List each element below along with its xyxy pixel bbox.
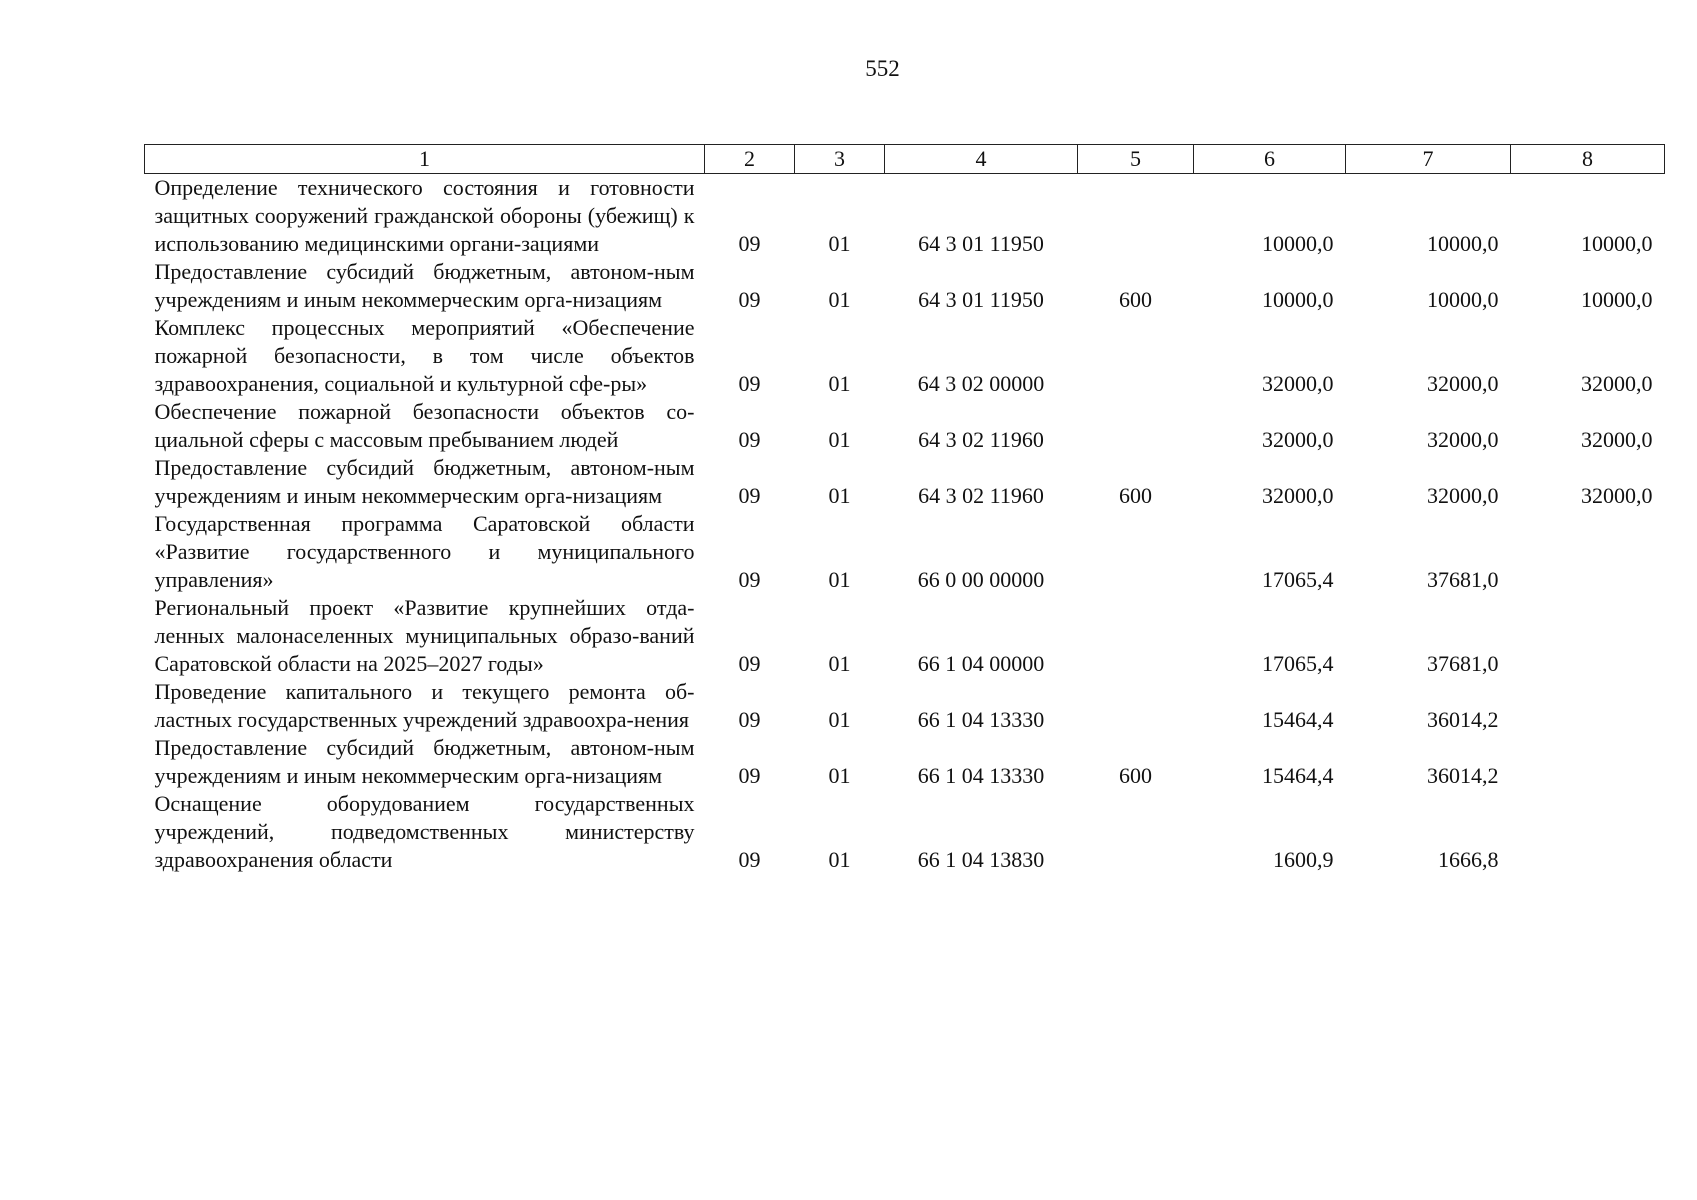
column-header: 2 [705, 145, 795, 174]
amount-col8 [1511, 510, 1665, 594]
table-row [145, 594, 1665, 678]
target-article-code: 64 3 02 11960 [918, 427, 1044, 452]
amount-col8 [1511, 790, 1665, 874]
budget-table [144, 144, 1665, 874]
section-code: 09 [738, 763, 761, 788]
expense-type-code: 600 [1119, 483, 1152, 508]
table-row [145, 314, 1665, 398]
row-description: Предоставление субсидий бюджетным, автоном-ным учреждениям и иным некоммерческим орга-низациям [154, 735, 695, 788]
amount-col6: 15464,4 [1262, 707, 1334, 732]
amount-col7: 37681,0 [1427, 651, 1499, 676]
row-description: Предоставление субсидий бюджетным, автоном-ным учреждениям и иным некоммерческим орга-низациям [154, 259, 695, 312]
column-header: 8 [1511, 145, 1665, 174]
table-row [145, 790, 1665, 874]
amount-col6: 10000,0 [1262, 287, 1334, 312]
target-article-code: 64 3 02 00000 [917, 371, 1045, 396]
amount-col8 [1511, 734, 1665, 790]
expense-type-code [1078, 790, 1194, 874]
table-row [145, 678, 1665, 734]
target-article-code: 64 3 01 11950 [918, 287, 1044, 312]
subsection-code: 01 [828, 287, 851, 312]
column-header: 6 [1194, 145, 1346, 174]
row-description: Предоставление субсидий бюджетным, автоном-ным учреждениям и иным некоммерческим орга-низациям [154, 455, 695, 508]
amount-col7: 1666,8 [1438, 847, 1499, 872]
table-row [145, 174, 1665, 259]
amount-col7: 37681,0 [1427, 567, 1499, 592]
amount-col7: 32000,0 [1427, 427, 1499, 452]
table-row [145, 454, 1665, 510]
amount-col8: 32000,0 [1581, 483, 1653, 508]
target-article-code: 66 1 04 13330 [917, 763, 1045, 788]
table-row [145, 398, 1665, 454]
target-article-code: 64 3 02 11960 [918, 483, 1044, 508]
column-header: 1 [145, 145, 705, 174]
target-article-code: 66 0 00 00000 [917, 567, 1045, 592]
amount-col6: 32000,0 [1262, 371, 1334, 396]
table-row [145, 510, 1665, 594]
target-article-code: 66 1 04 13830 [917, 847, 1045, 872]
column-header: 3 [795, 145, 885, 174]
header-row [145, 145, 1665, 174]
amount-col7: 32000,0 [1427, 483, 1499, 508]
amount-col6: 17065,4 [1262, 567, 1334, 592]
row-description: Региональный проект «Развитие крупнейших отда-ленных малонаселенных муниципальных образо-ваний Саратовской области на 2025–2027 годы» [154, 595, 695, 676]
amount-col7: 36014,2 [1427, 763, 1499, 788]
expense-type-code [1078, 174, 1194, 259]
row-description: Проведение капитального и текущего ремонта об-ластных государственных учреждений здравоохра-нения [154, 679, 695, 732]
amount-col8: 32000,0 [1581, 371, 1653, 396]
amount-col8: 10000,0 [1581, 231, 1653, 256]
subsection-code: 01 [828, 427, 851, 452]
amount-col7: 10000,0 [1427, 287, 1499, 312]
amount-col7: 32000,0 [1427, 371, 1499, 396]
expense-type-code [1078, 398, 1194, 454]
amount-col8 [1511, 678, 1665, 734]
subsection-code: 01 [828, 371, 851, 396]
expense-type-code: 600 [1119, 287, 1152, 312]
subsection-code: 01 [828, 483, 851, 508]
section-code: 09 [738, 847, 761, 872]
section-code: 09 [738, 231, 761, 256]
section-code: 09 [738, 483, 761, 508]
amount-col6: 1600,9 [1273, 847, 1334, 872]
subsection-code: 01 [828, 567, 851, 592]
row-description: Государственная программа Саратовской области «Развитие государственного и муниципального управления» [154, 511, 695, 592]
section-code: 09 [738, 371, 761, 396]
subsection-code: 01 [828, 707, 851, 732]
section-code: 09 [738, 427, 761, 452]
table-body [145, 174, 1665, 875]
expense-type-code [1078, 594, 1194, 678]
column-header: 4 [885, 145, 1078, 174]
row-description: Комплекс процессных мероприятий «Обеспечение пожарной безопасности, в том числе объектов здравоохранения, социальной и культурной сфе-ры» [154, 315, 695, 396]
subsection-code: 01 [828, 651, 851, 676]
expense-type-code [1078, 314, 1194, 398]
section-code: 09 [738, 707, 761, 732]
table-row [145, 734, 1665, 790]
amount-col6: 32000,0 [1262, 483, 1334, 508]
row-description: Оснащение оборудованием государственных учреждений, подведомственных министерству здравоохранения области [154, 791, 695, 872]
amount-col7: 36014,2 [1427, 707, 1499, 732]
target-article-code: 64 3 01 11950 [918, 231, 1044, 256]
column-header: 7 [1346, 145, 1511, 174]
row-description: Определение технического состояния и готовности защитных сооружений гражданской обороны (убежищ) к использованию медицинскими органи-зациями [154, 175, 695, 256]
subsection-code: 01 [828, 847, 851, 872]
amount-col7: 10000,0 [1427, 231, 1499, 256]
section-code: 09 [738, 567, 761, 592]
expense-type-code [1078, 510, 1194, 594]
row-description: Обеспечение пожарной безопасности объектов со-циальной сферы с массовым пребыванием людей [154, 399, 695, 452]
amount-col6: 32000,0 [1262, 427, 1334, 452]
subsection-code: 01 [828, 763, 851, 788]
section-code: 09 [738, 651, 761, 676]
amount-col8 [1511, 594, 1665, 678]
amount-col6: 10000,0 [1262, 231, 1334, 256]
amount-col8: 10000,0 [1581, 287, 1653, 312]
page-number: 552 [865, 56, 900, 81]
target-article-code: 66 1 04 13330 [917, 707, 1045, 732]
section-code: 09 [738, 287, 761, 312]
table-row [145, 258, 1665, 314]
amount-col6: 15464,4 [1262, 763, 1334, 788]
expense-type-code [1078, 678, 1194, 734]
expense-type-code: 600 [1119, 763, 1152, 788]
amount-col6: 17065,4 [1262, 651, 1334, 676]
subsection-code: 01 [828, 231, 851, 256]
amount-col8: 32000,0 [1581, 427, 1653, 452]
target-article-code: 66 1 04 00000 [917, 651, 1045, 676]
column-header: 5 [1078, 145, 1194, 174]
